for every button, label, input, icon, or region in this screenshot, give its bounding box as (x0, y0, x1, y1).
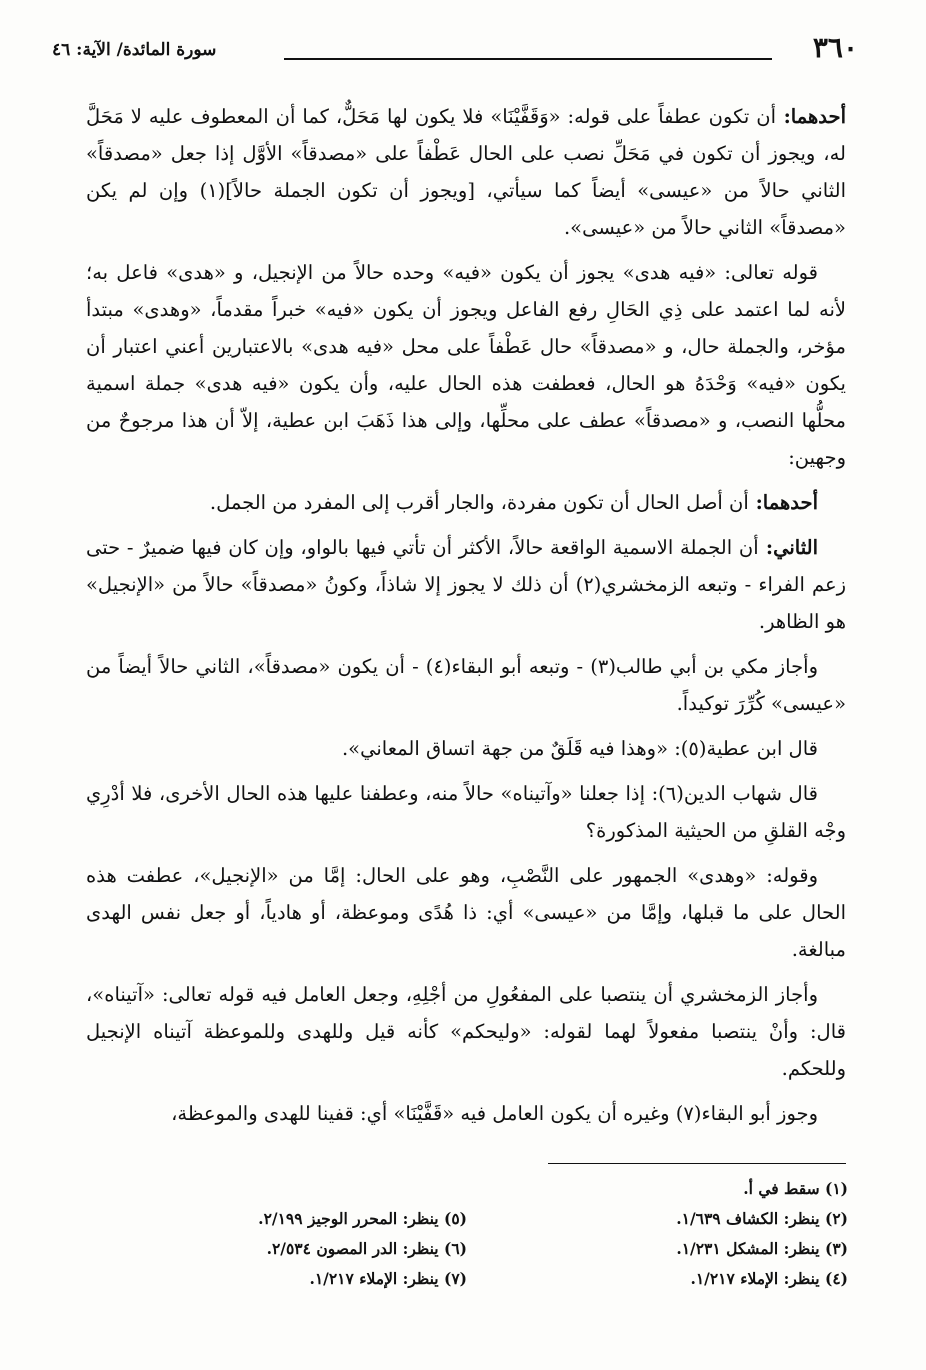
paragraph-4 (86, 529, 846, 640)
paragraph-keyword: الثاني: (758, 536, 818, 559)
footnote-row (86, 1174, 848, 1204)
paragraph-text: قال ابن عطية(٥): «وهذا فيه قَلَقٌ من جهة اتساق المعاني». (341, 737, 818, 760)
page-number: ٣٦٠ (812, 31, 858, 64)
paragraph-1 (86, 98, 846, 246)
footnote: (٢) ينظر: الكشاف ١/٦٣٩. (676, 1209, 848, 1228)
footnote-separator (548, 1163, 846, 1164)
paragraph-text: أن أصل الحال أن تكون مفردة، والجار أقرب إلى المفرد من الجمل. (209, 491, 749, 514)
paragraph-keyword: أحدهما: (748, 491, 818, 514)
footnote: (٥) ينظر: المحرر الوجيز ٢/١٩٩. (258, 1209, 467, 1228)
footnote-row (86, 1264, 848, 1294)
footnote (86, 1174, 467, 1204)
paragraph-5 (86, 648, 846, 722)
paragraph-3 (86, 484, 846, 521)
paragraph-6 (86, 730, 846, 767)
body-text (86, 98, 846, 1140)
footnote: (٧) ينظر: الإملاء ١/٢١٧. (309, 1269, 467, 1288)
paragraph-8 (86, 857, 846, 968)
paragraph-text: وقوله: «وهدى» الجمهور على النَّصْبِ، وهو على الحال: إمَّا من «الإنجيل»، عطفت هذه الحال على ما قبلها، وإمَّا من «عيسى» أي: ذا هُدًى وموعظة، أو هادياً، أو جعل نفس الهدى مبالغة. (86, 864, 846, 961)
paragraph-text: وجوز أبو البقاء(٧) وغيره أن يكون العامل فيه «قَفَّيْنَا» أي: قفينا للهدى والموعظة، (171, 1102, 818, 1125)
paragraph-keyword: أحدهما: (776, 105, 846, 128)
footnotes (86, 1174, 848, 1294)
paragraph-2 (86, 254, 846, 476)
footnote-row (86, 1234, 848, 1264)
paragraph-text: قوله تعالى: «فيه هدى» يجوز أن يكون «فيه» وحده حالاً من الإنجيل، و «هدى» فاعل به؛ لأنه لما اعتمد على ذِي الحَالِ رفع الفاعل ويجوز أن يكون «فيه» خبراً مقدماً، «وهدى» مبتدأ مؤخر، والجملة حال، و «مصدقاً» حال عَطْفاً على محل «فيه هدى» بالاعتبارين أعني اعتبار أن يكون «فيه» وَحْدَهُ هو الحال، فعطفت هذه الحال عليه، وأن يكون «فيه هدى» جملة اسمية محلُّها النصب، و «مصدقاً» عطف على محلِّها، وإلى هذا ذَهَبَ ابن عطية، إلاّ أن هذا مرجوحٌ من وجهين: (86, 261, 846, 469)
footnote: (١) سقط في أ. (743, 1179, 848, 1198)
paragraph-text: أن الجملة الاسمية الواقعة حالاً، الأكثر أن تأتي فيها بالواو، وإن كان فيها ضميرٌ - حتى زعم الفراء - وتبعه الزمخشري(٢) أن ذلك لا يجوز إلا شاذاً، وكونُ «مصدقاً» حالاً من «الإنجيل» هو الظاهر. (86, 536, 846, 633)
footnote-row (86, 1204, 848, 1234)
paragraph-text: وأجاز الزمخشري أن ينتصبا على المفعُولِ من أجْلِهِ، وجعل العامل فيه قوله تعالى: «آتيناه»، قال: وأنْ ينتصبا مفعولاً لهما لقوله: «وليحكم» كأنه قيل وللهدى وللموعظة آتيناه الإنجيل وللحكم. (86, 983, 846, 1080)
header-rule (284, 58, 772, 60)
paragraph-9 (86, 976, 846, 1087)
running-title: سورة المائدة/ الآية: ٤٦ (52, 40, 217, 60)
footnote: (٤) ينظر: الإملاء ١/٢١٧. (690, 1269, 848, 1288)
paragraph-text: أن تكون عطفاً على قوله: «وَقَفَّيْنَا» فلا يكون لها مَحَلٌّ، كما أن المعطوف عليه لا مَحَلَّ له، ويجوز أن تكون في مَحَلِّ نصب على الحال عَطْفاً على «مصدقاً» الأوَّل إذا جعل «مصدقاً» الثاني حالاً من «عيسى» أيضاً كما سيأتي، [ويجوز أن تكون الجملة حالاً](١) وإن لم يكن «مصدقاً» الثاني حالاً من «عيسى». (86, 105, 846, 239)
paragraph-text: وأجاز مكي بن أبي طالب(٣) - وتبعه أبو البقاء(٤) - أن يكون «مصدقاً»، الثاني حالاً أيضاً من «عيسى» كُرِّرَ توكيداً. (86, 655, 846, 715)
footnote: (٦) ينظر: الدر المصون ٢/٥٣٤. (266, 1239, 467, 1258)
paragraph-text: قال شهاب الدين(٦): إذا جعلنا «وآتيناه» حالاً منه، وعطفنا عليها هذه الحال الأخرى، فلا أدْرِي وجْه القلقِ من الحيثية المذكورة؟ (86, 782, 846, 842)
footnote: (٣) ينظر: المشكل ١/٢٣١. (676, 1239, 848, 1258)
page-header (52, 30, 858, 70)
paragraph-7 (86, 775, 846, 849)
paragraph-10 (86, 1095, 846, 1132)
